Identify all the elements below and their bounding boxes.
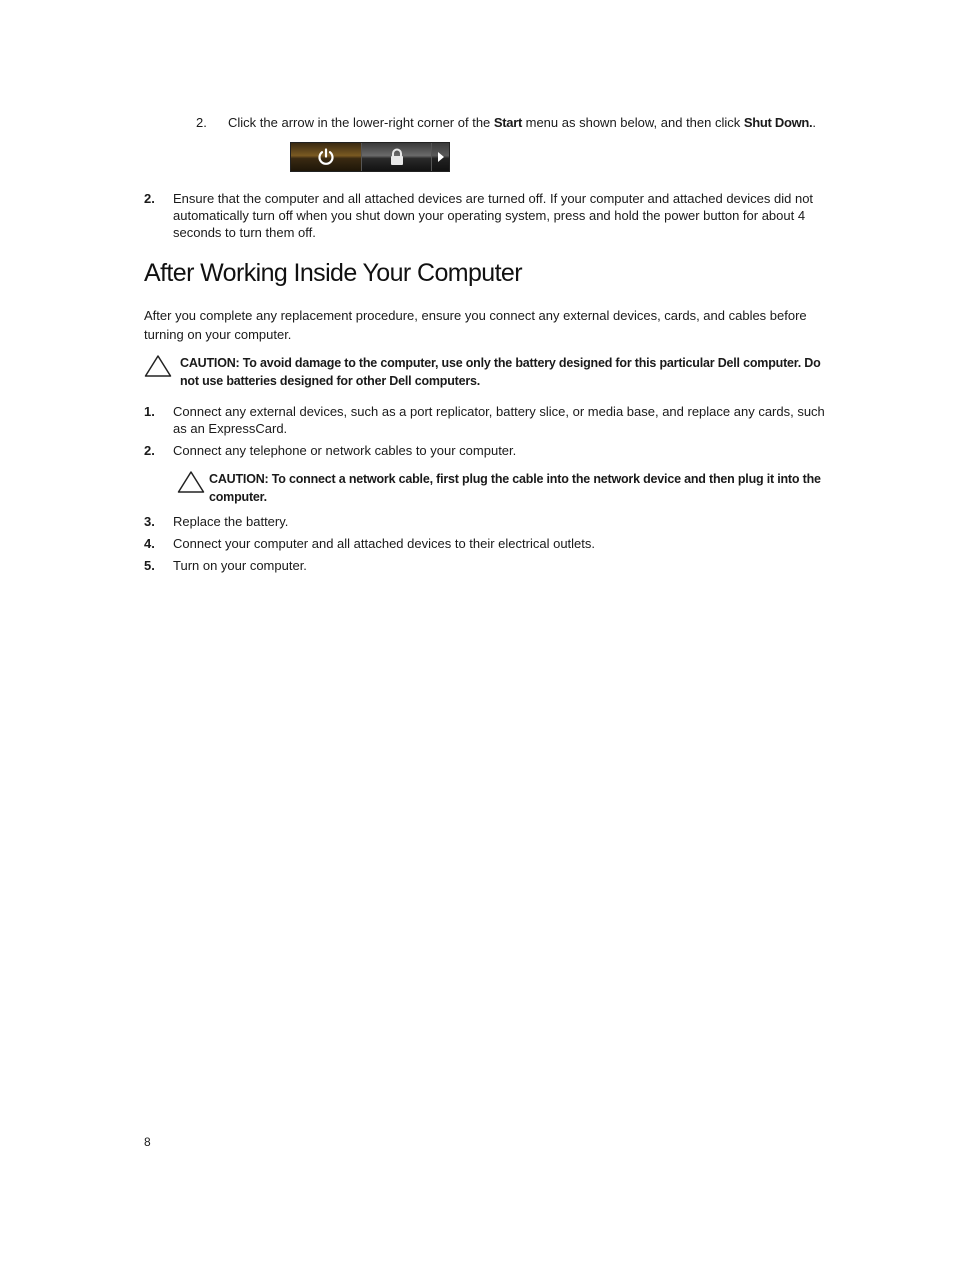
power-icon [316, 147, 336, 167]
shutdown-options-arrow-button[interactable] [432, 143, 449, 171]
step-number: 4. [144, 536, 155, 551]
list-item [144, 557, 834, 574]
shutdown-label: Shut Down. [743, 115, 813, 130]
step-number: 5. [144, 558, 155, 573]
sub-step-number: 2. [196, 115, 207, 130]
caution-battery [144, 354, 834, 390]
sub-step-text-middle: menu as shown below, and then click [522, 115, 744, 130]
sub-step-text-before: Click the arrow in the lower-right corner of the [228, 115, 494, 130]
warning-triangle-icon [177, 470, 205, 494]
lock-button[interactable] [362, 143, 432, 171]
step-text: Connect any telephone or network cables to your computer. [173, 443, 517, 458]
step-ensure-off [144, 190, 834, 241]
step-text: Ensure that the computer and all attached devices are turned off. If your computer and attached devices did not automatically turn off when you shut down your operating system, press and hold the power button for about 4 seconds to turn them off. [173, 191, 814, 240]
sub-step-text-after: . [812, 115, 816, 130]
list-item [144, 442, 834, 459]
lock-icon [389, 148, 405, 166]
step-text: Connect any external devices, such as a port replicator, battery slice, or media base, and replace any cards, such as an ExpressCard. [173, 404, 825, 436]
warning-triangle-icon [144, 354, 172, 378]
step-number: 1. [144, 404, 155, 419]
arrow-right-icon [437, 152, 445, 162]
caution-network [177, 470, 829, 506]
sub-step-text [228, 114, 816, 131]
page-number: 8 [144, 1135, 151, 1149]
list-item [144, 403, 834, 437]
step-number: 2. [144, 191, 155, 206]
section-intro: After you complete any replacement procedure, ensure you connect any external devices, cards, and cables before turning on your computer. [144, 308, 807, 342]
step-text: Turn on your computer. [173, 558, 307, 573]
section-heading: After Working Inside Your Computer [144, 259, 522, 287]
list-item [144, 513, 834, 530]
list-item [144, 535, 834, 552]
shutdown-button[interactable] [291, 143, 362, 171]
step-number: 3. [144, 514, 155, 529]
caution-network-text: CAUTION: To connect a network cable, first plug the cable into the network device and then plug it into the computer. [209, 472, 821, 504]
start-label: Start [493, 115, 523, 130]
caution-battery-text: CAUTION: To avoid damage to the computer, use only the battery designed for this particular Dell computer. Do not use batteries designed for other Dell computers. [180, 356, 821, 388]
step-text: Connect your computer and all attached devices to their electrical outlets. [173, 536, 596, 551]
start-menu-shutdown-bar [290, 142, 450, 172]
step-text: Replace the battery. [173, 514, 289, 529]
step-number: 2. [144, 443, 155, 458]
